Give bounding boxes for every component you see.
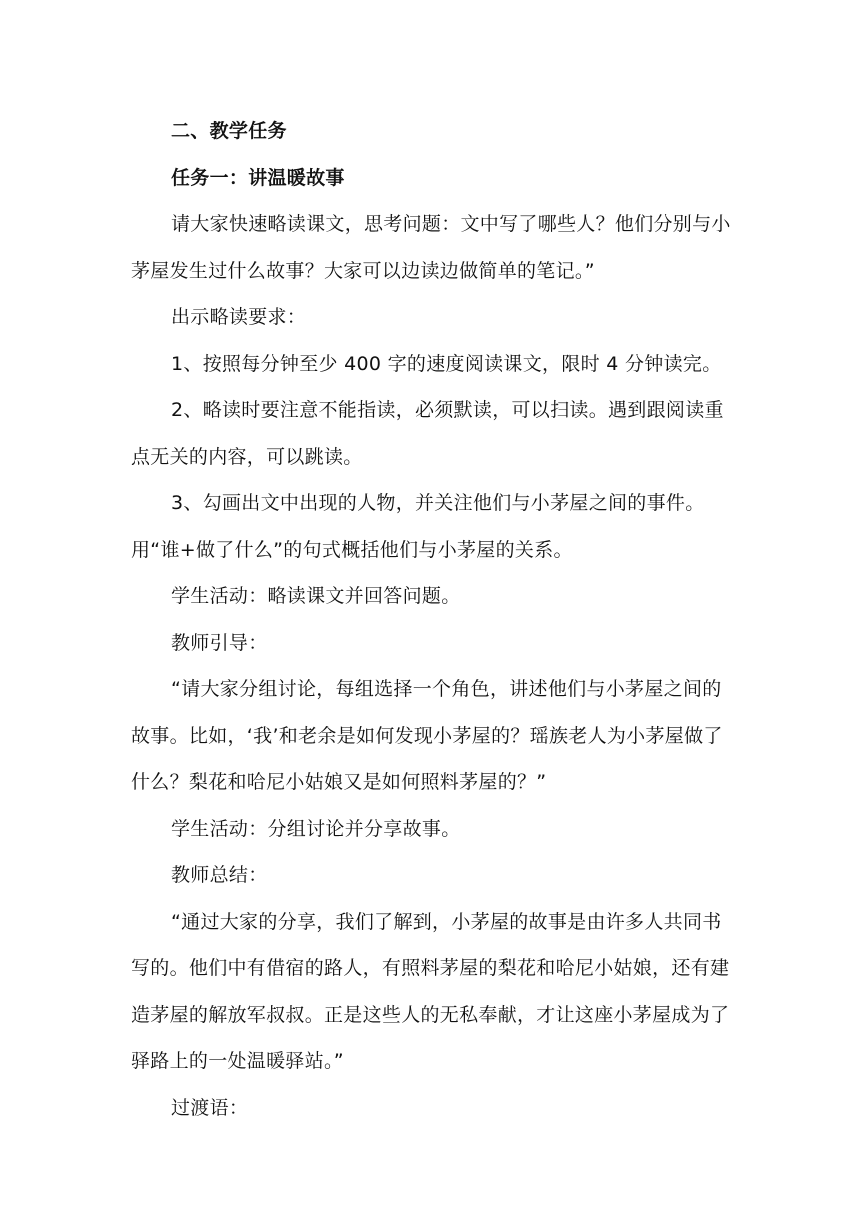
paragraph-transition-label: 过渡语： <box>171 1096 249 1119</box>
paragraph-teacher-guide-label: 教师引导： <box>171 631 268 654</box>
paragraph-teacher-guide: “请大家分组讨论，每组选择一个角色，讲述他们与小茅屋之间的故事。比如，‘我’和老余是如何发现小茅屋的？瑶族老人为小茅屋做了什么？梨花和哈尼小姑娘又是如何照料茅屋的？” <box>131 678 723 793</box>
paragraph-instruction: 请大家快速略读课文，思考问题：文中写了哪些人？他们分别与小茅屋发生过什么故事？大家可以边读边做简单的笔记。” <box>131 213 731 282</box>
document-body <box>131 108 731 1131</box>
paragraph-requirement-3: 3、勾画出文中出现的人物，并关注他们与小茅屋之间的事件。用“谁+做了什么”的句式概括他们与小茅屋的关系。 <box>131 492 705 561</box>
paragraph-requirements-label: 出示略读要求： <box>171 306 307 328</box>
task-title: 任务一：讲温暖故事 <box>171 166 345 189</box>
paragraph-student-activity-1: 学生活动：略读课文并回答问题。 <box>171 585 461 607</box>
paragraph-requirement-2: 2、略读时要注意不能指读，必须默读，可以扫读。遇到跟阅读重点无关的内容，可以跳读。 <box>131 399 724 468</box>
paragraph-requirement-1: 1、按照每分钟至少 400 字的速度阅读课文，限时 4 分钟读完。 <box>171 352 722 375</box>
section-heading: 二、教学任务 <box>171 120 287 142</box>
paragraph-teacher-summary: “通过大家的分享，我们了解到，小茅屋的故事是由许多人共同书写的。他们中有借宿的路人，有照料茅屋的梨花和哈尼小姑娘，还有建造茅屋的解放军叔叔。正是这些人的无私奉献，才让这座小茅屋成为了驿路上的一处温暖驿站。” <box>131 910 730 1072</box>
paragraph-student-activity-2: 学生活动：分组讨论并分享故事。 <box>171 817 461 840</box>
paragraph-teacher-summary-label: 教师总结： <box>171 864 268 886</box>
